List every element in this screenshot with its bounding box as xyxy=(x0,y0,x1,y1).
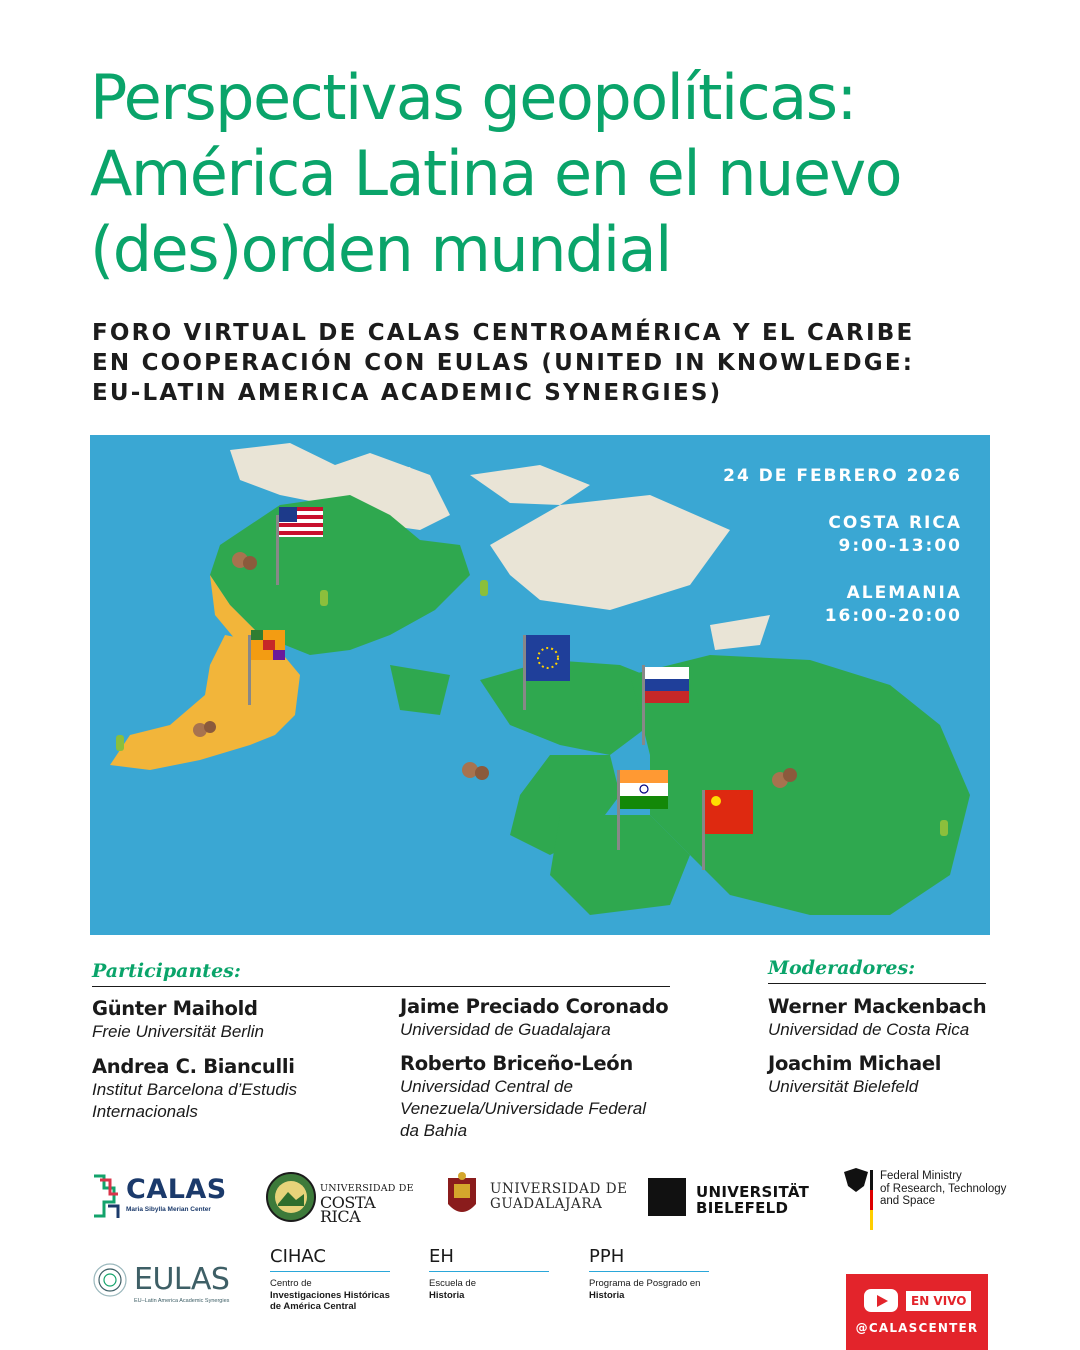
institute-desc: Centro de Investigaciones Históricas de América Central xyxy=(270,1278,390,1312)
eulas-mark-icon xyxy=(90,1260,130,1300)
participant-name: Jaime Preciado Coronado xyxy=(400,995,669,1018)
eulas-logo: EULAS EU–Latin America Academic Synergies xyxy=(90,1260,250,1306)
event-subtitle xyxy=(92,318,1012,408)
udg-logo: UNIVERSIDAD DE GUADALAJARA xyxy=(444,1170,624,1224)
live-label: EN VIVO xyxy=(906,1291,971,1311)
participant-3 xyxy=(400,994,668,1041)
participants-heading: Participantes: xyxy=(92,960,670,987)
event-date: 24 DE FEBRERO 2026 xyxy=(723,466,962,486)
moderator-affiliation: Universidad de Costa Rica xyxy=(768,1020,970,1039)
moderator-name: Werner Mackenbach xyxy=(768,995,987,1018)
bielefeld-logo: UNIVERSITÄT BIELEFELD xyxy=(648,1178,818,1218)
moderator-2 xyxy=(768,1051,941,1098)
alemania-label: ALEMANIA xyxy=(846,583,962,603)
participant-2 xyxy=(92,1054,297,1123)
institute-pph xyxy=(589,1246,709,1301)
ucr-logo: UNIVERSIDAD DE COSTA RICA xyxy=(266,1170,416,1224)
participant-name: Günter Maihold xyxy=(92,997,258,1020)
world-map-illustration xyxy=(90,435,990,935)
institute-cihac xyxy=(270,1246,390,1313)
institute-abbr: CIHAC xyxy=(270,1246,390,1272)
participant-name: Roberto Briceño-León xyxy=(400,1052,633,1075)
german-eagle-icon xyxy=(838,1166,874,1232)
moderator-affiliation: Universität Bielefeld xyxy=(768,1077,919,1096)
ucr-seal-icon xyxy=(266,1170,316,1224)
title-line-1: Perspectivas geopolíticas: xyxy=(90,61,856,134)
bielefeld-mark-icon xyxy=(648,1178,686,1216)
institute-abbr: EH xyxy=(429,1246,549,1272)
youtube-play-icon xyxy=(864,1289,898,1312)
institute-abbr: PPH xyxy=(589,1246,709,1272)
event-schedule xyxy=(723,465,962,652)
participant-affiliation: Universidad de Guadalajara xyxy=(400,1020,611,1039)
moderator-name: Joachim Michael xyxy=(768,1052,942,1075)
title-line-2: América Latina en el nuevo xyxy=(90,137,902,210)
institute-desc: Escuela de Historia xyxy=(429,1278,477,1301)
calas-mark-icon xyxy=(90,1172,122,1222)
institute-eh xyxy=(429,1246,549,1301)
costa-rica-label: COSTA RICA xyxy=(828,513,962,533)
title-line-3: (des)orden mundial xyxy=(90,213,671,286)
moderators-heading: Moderadores: xyxy=(768,957,986,984)
participant-affiliation: Institut Barcelona d’Estudis Internacionals xyxy=(92,1080,298,1121)
page-title xyxy=(90,60,1030,288)
subtitle-line-2: EN COOPERACIÓN CON EULAS (UNITED IN KNOWLEDGE: xyxy=(92,350,915,376)
bmbf-logo: Federal Ministry of Research, Technology and Space xyxy=(838,1166,998,1232)
costa-rica-time: 9:00-13:00 xyxy=(838,536,962,556)
subtitle-line-1: FORO VIRTUAL DE CALAS CENTROAMÉRICA Y EL CARIBE xyxy=(92,320,915,346)
calas-logo: CALAS Maria Sibylla Merian Center xyxy=(90,1172,240,1222)
channel-handle: @CALASCENTER xyxy=(855,1321,979,1335)
youtube-live-badge[interactable] xyxy=(846,1274,988,1350)
alemania-time: 16:00-20:00 xyxy=(824,606,962,626)
participant-affiliation: Universidad Central de Venezuela/Universidade Federal da Bahia xyxy=(400,1077,647,1140)
participant-4 xyxy=(400,1051,646,1142)
moderator-1 xyxy=(768,994,986,1041)
subtitle-line-3: EU-LATIN AMERICA ACADEMIC SYNERGIES) xyxy=(92,380,723,406)
institute-desc: Programa de Posgrado en Historia xyxy=(589,1278,701,1301)
udg-crest-icon xyxy=(444,1170,480,1224)
participant-affiliation: Freie Universität Berlin xyxy=(92,1022,264,1041)
participant-name: Andrea C. Bianculli xyxy=(92,1055,295,1078)
participant-1 xyxy=(92,996,264,1043)
